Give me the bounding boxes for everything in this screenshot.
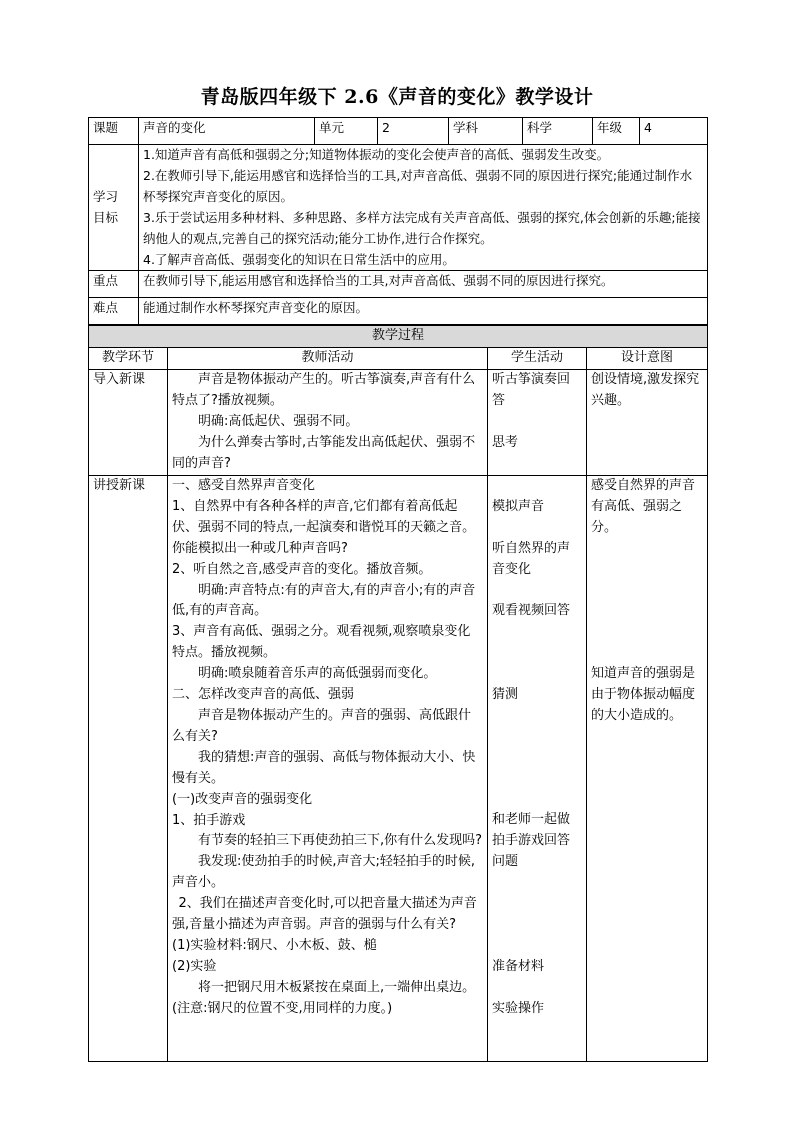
difficulty-text: 能通过制作水杯琴探究声音变化的原因。 <box>139 298 708 325</box>
col-header-intent: 设计意图 <box>587 348 708 370</box>
intro-student: 听古筝演奏回答 思考 <box>488 370 587 476</box>
col-header-student: 学生活动 <box>488 348 587 370</box>
objective-4: 4.了解声音高低、强弱变化的知识在日常生活中的应用。 <box>143 251 455 267</box>
objectives-label: 学习 目标 <box>89 145 139 271</box>
new-teacher: 一、感受自然界声音变化 1、自然界中有各种各样的声音,它们都有着高低起伏、强弱不同的特点,一起演奏和谐悦耳的天籁之音。你能模拟出一种或几种声音吗? 2、听自然之音,感受声音的变化。播放音频。 明确:声音特点:有的声音大,有的声音小;有的声音低,有的声音高。 3、声音有高低、强弱之分。观看视频,观察喷泉变化特点。播放视频。 明确:喷泉随着音乐声的高低强弱而变化。 二、怎样改变声音的高低、强弱 声音是物体振动产生的。声音的强弱、高低跟什么有关? 我的猜想:声音的强弱、高低与物体振动大小、快慢有关。 (一)改变声音的强弱变化 1、拍手游戏 有节奏的轻拍三下再使劲拍三下,你有什么发现吗? 我发现:使劲拍手的时候,声音大;轻轻拍手的时候,声音小。 2、我们在描述声音变化时,可以把音量大描述为声音强,音量小描述为声音弱。声音的强弱与什么有关? (1)实验材料:钢尺、小木板、鼓、槌 (2)实验 将一把钢尺用木板紧按在桌面上,一端伸出桌边。(注意:钢尺的位置不变,用同样的力度。) <box>168 476 488 1062</box>
lesson-info-table <box>88 117 708 325</box>
new-intent: 感受自然界的声音有高低、强弱之分。 知道声音的强弱是由于物体振动幅度的大小造成的。 <box>587 476 708 1062</box>
new-student: 模拟声音 听自然界的声音变化 观看视频回答 猜测 和老师一起做拍手游戏回答问题 准备材料 实验操作 <box>488 476 587 1062</box>
objectives-content <box>139 145 708 271</box>
col-header-teacher: 教师活动 <box>168 348 488 370</box>
difficulty-label: 难点 <box>89 298 139 325</box>
grade-label: 年级 <box>593 118 640 145</box>
teaching-process-table <box>88 325 708 1062</box>
intro-intent: 创设情境,激发探究兴趣。 <box>587 370 708 476</box>
key-point-label: 重点 <box>89 271 139 298</box>
intro-teacher: 声音是物体振动产生的。听古筝演奏,声音有什么特点了?播放视频。 明确:高低起伏、强弱不同。 为什么弹奏古筝时,古筝能发出高低起伏、强弱不同的声音? <box>168 370 488 476</box>
unit-value: 2 <box>378 118 449 145</box>
objective-2: 2.在教师引导下,能运用感官和选择恰当的工具,对声音高低、强弱不同的原因进行探究;能通过制作水杯琴探究声音变化的原因。 <box>143 167 693 204</box>
topic-label: 课题 <box>89 118 139 145</box>
new-stage: 讲授新课 <box>89 476 168 1062</box>
objective-1: 1.知道声音有高低和强弱之分;知道物体振动的变化会使声音的高低、强弱发生改变。 <box>143 147 610 162</box>
subject-value: 科学 <box>523 118 593 145</box>
key-point-text: 在教师引导下,能运用感官和选择恰当的工具,对声音高低、强弱不同的原因进行探究。 <box>139 271 708 298</box>
intro-stage: 导入新课 <box>89 370 168 476</box>
grade-value: 4 <box>640 118 708 145</box>
subject-label: 学科 <box>449 118 523 145</box>
objective-3: 3.乐于尝试运用多种材料、多种思路、多样方法完成有关声音高低、强弱的探究,体会创新的乐趣;能接纳他人的观点,完善自己的探究活动;能分工协作,进行合作探究。 <box>143 209 701 246</box>
unit-label: 单元 <box>315 118 378 145</box>
document-title: 青岛版四年级下 2.6《声音的变化》教学设计 <box>200 86 594 108</box>
topic-value: 声音的变化 <box>139 118 315 145</box>
col-header-stage: 教学环节 <box>89 348 168 370</box>
process-header: 教学过程 <box>89 326 708 348</box>
